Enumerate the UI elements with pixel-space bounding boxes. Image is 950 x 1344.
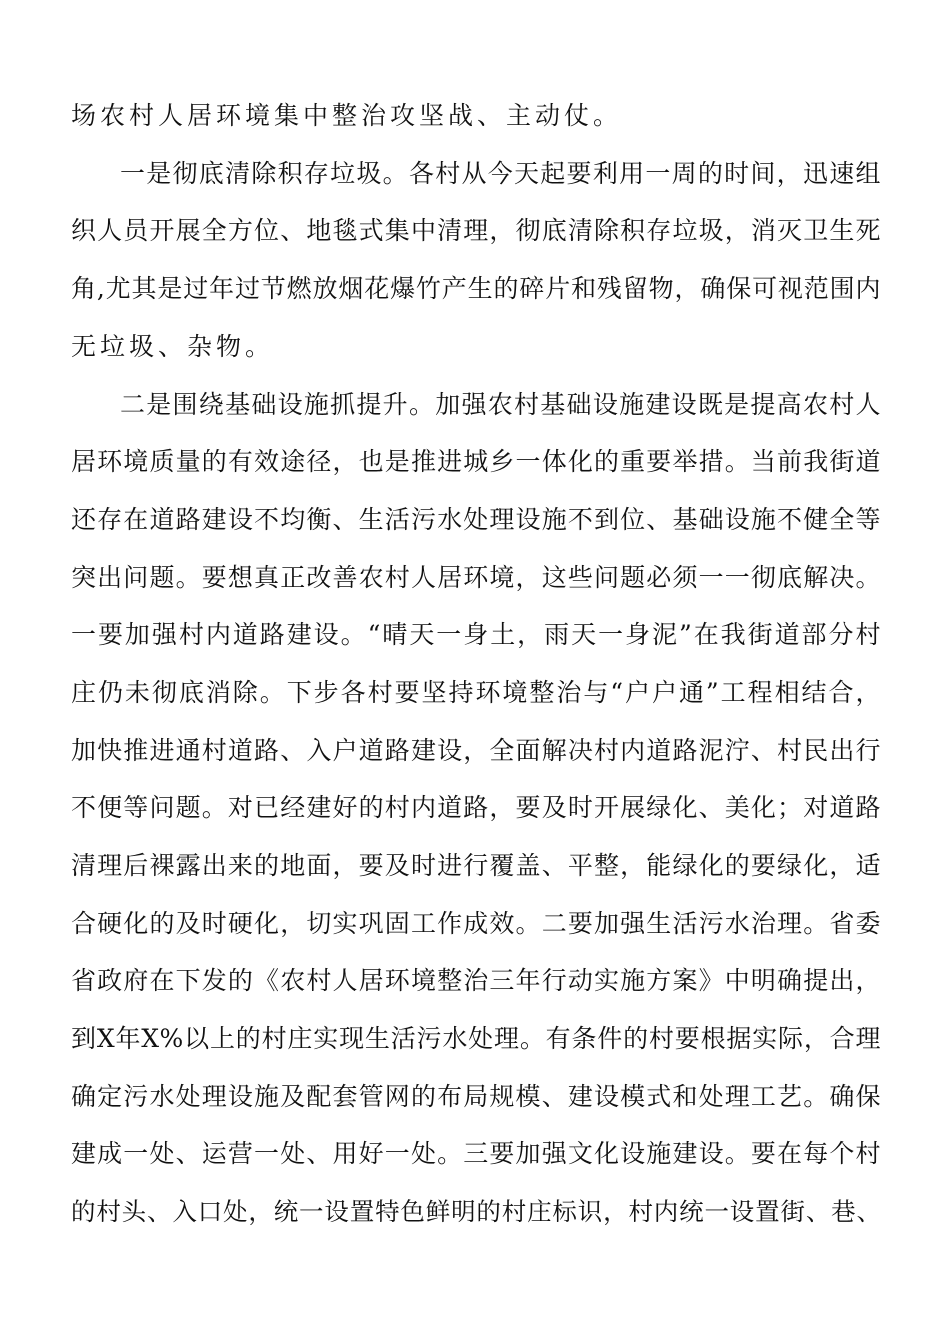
text-line: 的村头、入口处，统一设置特色鲜明的村庄标识，村内统一设置街、巷、 xyxy=(71,1197,881,1226)
text-line: 建成一处、运营一处、用好一处。三要加强文化设施建设。要在每个村 xyxy=(71,1139,881,1168)
text-line: 场农村人居环境集中整治攻坚战、主动仗。 xyxy=(71,101,623,130)
text-line: 加快推进通村道路、入户道路建设，全面解决村内道路泥泞、村民出行 xyxy=(71,736,881,765)
text-line: 居环境质量的有效途径，也是推进城乡一体化的重要举措。当前我街道 xyxy=(71,447,881,476)
text-line: 还存在道路建设不均衡、生活污水处理设施不到位、基础设施不健全等 xyxy=(71,505,881,534)
text-line: 一要加强村内道路建设。“晴天一身土，雨天一身泥”在我街道部分村 xyxy=(71,620,881,649)
text-line: 突出问题。要想真正改善农村人居环境，这些问题必须一一彻底解决。 xyxy=(71,563,881,592)
text-line: 合硬化的及时硬化，切实巩固工作成效。二要加强生活污水治理。省委 xyxy=(71,909,881,938)
text-line: 庄仍未彻底消除。下步各村要坚持环境整治与“户户通”工程相结合， xyxy=(71,678,881,707)
text-line: 确定污水处理设施及配套管网的布局规模、建设模式和处理工艺。确保 xyxy=(71,1082,881,1111)
text-line: 织人员开展全方位、地毯式集中清理，彻底清除积存垃圾，消灭卫生死 xyxy=(71,216,881,245)
text-line: 一是彻底清除积存垃圾。各村从今天起要利用一周的时间，迅速组 xyxy=(120,159,881,188)
text-line: 角,尤其是过年过节燃放烟花爆竹产生的碎片和残留物，确保可视范围内 xyxy=(71,274,881,303)
text-line: 无垃圾、杂物。 xyxy=(71,332,275,361)
text-line: 清理后裸露出来的地面，要及时进行覆盖、平整，能绿化的要绿化，适 xyxy=(71,851,881,880)
text-line: 不便等问题。对已经建好的村内道路，要及时开展绿化、美化；对道路 xyxy=(71,793,881,822)
text-line: 二是围绕基础设施抓提升。加强农村基础设施建设既是提高农村人 xyxy=(120,390,881,419)
text-line: 省政府在下发的《农村人居环境整治三年行动实施方案》中明确提出， xyxy=(71,966,881,995)
text-line: 到X年X%以上的村庄实现生活污水处理。有条件的村要根据实际，合理 xyxy=(71,1024,881,1053)
